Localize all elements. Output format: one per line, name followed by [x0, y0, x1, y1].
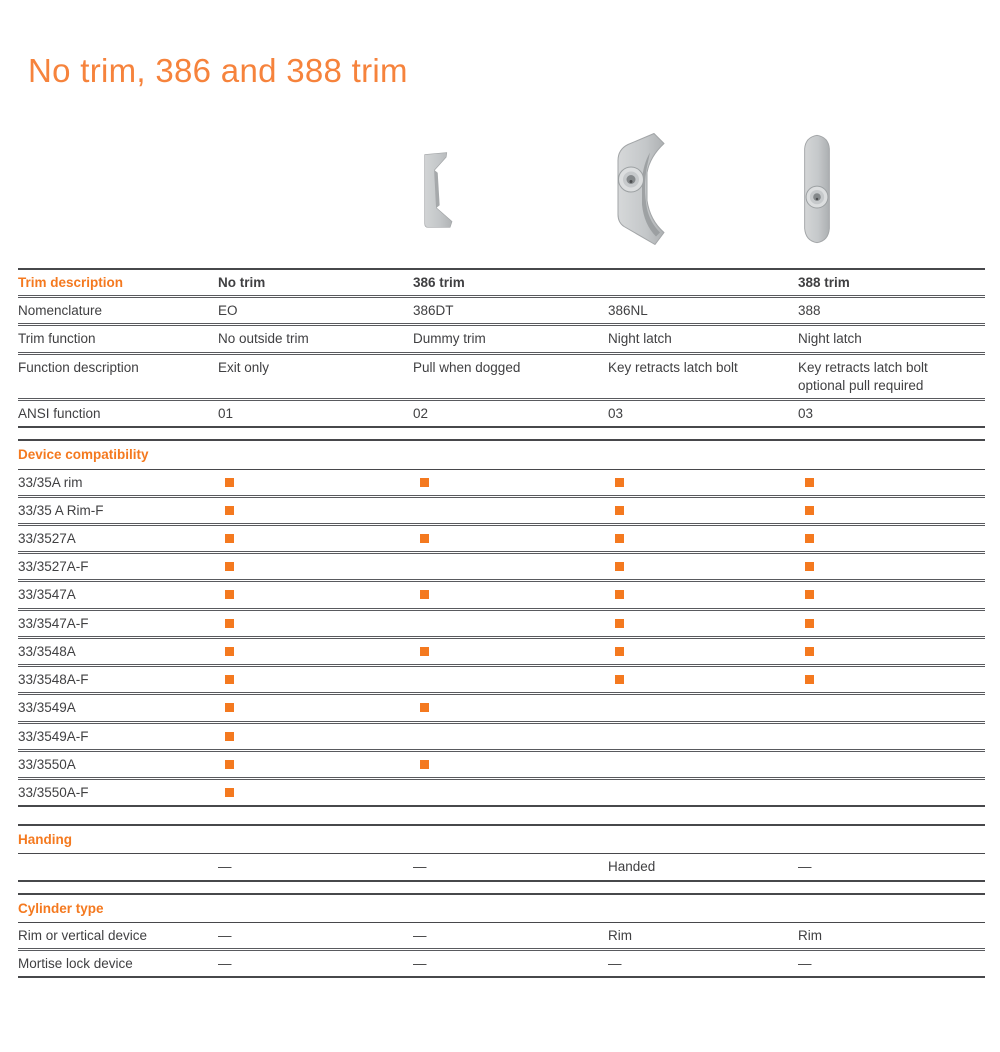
compat-mark-square: [615, 675, 624, 684]
row-label: Mortise lock device: [18, 956, 133, 972]
table-row: [18, 923, 985, 951]
compat-mark-square: [225, 619, 234, 628]
compat-cell: [798, 558, 985, 576]
compat-mark-square: [225, 788, 234, 797]
compat-cell: [608, 643, 798, 661]
compat-cell: [218, 643, 413, 661]
cell-value: Night latch: [608, 331, 672, 347]
row-label: 33/3550A-F: [18, 784, 89, 800]
row-label: Trim description: [18, 275, 124, 290]
table-row: [18, 695, 985, 723]
cell-value: —: [413, 927, 427, 943]
table-row: [18, 498, 985, 526]
section-title: Cylinder type: [18, 900, 104, 916]
column-header: No trim: [218, 275, 266, 290]
row-label: Rim or vertical device: [18, 927, 148, 943]
row-label: 33/3527A-F: [18, 559, 89, 575]
compat-cell: [218, 586, 413, 604]
table-row: [18, 470, 985, 498]
compat-cell: [218, 784, 413, 802]
compat-cell: [218, 728, 413, 746]
compat-cell: [413, 474, 608, 492]
cell-value: Key retracts latch bolt optional pull required: [798, 359, 928, 393]
cell-value: 386DT: [413, 303, 454, 319]
compat-cell: [608, 671, 798, 689]
column-header: 386 trim: [413, 275, 465, 290]
compat-mark-square: [420, 534, 429, 543]
compat-mark-square: [805, 590, 814, 599]
row-label: ANSI function: [18, 406, 101, 422]
cell-value: Rim: [798, 927, 822, 943]
cell-value: 02: [413, 406, 429, 422]
row-label: 33/3527A: [18, 530, 76, 546]
table-row: [18, 854, 985, 881]
compat-cell: [218, 671, 413, 689]
row-label: 33/3547A: [18, 587, 76, 603]
compat-cell: [608, 586, 798, 604]
compat-cell: [798, 671, 985, 689]
row-label: Nomenclature: [18, 303, 103, 319]
cell-value: 01: [218, 406, 234, 422]
cell-value: —: [413, 859, 427, 875]
product-image-cell-386nl: [608, 132, 798, 251]
row-label: 33/3548A-F: [18, 672, 89, 688]
table-row: [18, 526, 985, 554]
compat-cell: [218, 615, 413, 633]
device-compatibility-table: [18, 439, 985, 807]
table-row: [18, 639, 985, 667]
trim-spec-table: [18, 268, 985, 428]
compat-mark-square: [615, 534, 624, 543]
compat-mark-square: [805, 506, 814, 515]
column-header: 388 trim: [798, 275, 850, 290]
trim-388-image: [798, 132, 836, 246]
compat-mark-square: [225, 760, 234, 769]
cell-value: Key retracts latch bolt: [608, 359, 738, 375]
compat-mark-square: [615, 619, 624, 628]
cell-value: —: [218, 956, 232, 972]
compat-mark-square: [225, 647, 234, 656]
compat-mark-square: [225, 478, 234, 487]
section-header-row: [18, 895, 985, 923]
compat-cell: [798, 586, 985, 604]
compat-cell: [798, 643, 985, 661]
compat-cell: [218, 558, 413, 576]
cell-value: 386NL: [608, 303, 648, 319]
cell-value: —: [218, 927, 232, 943]
section-title: Device compatibility: [18, 447, 149, 463]
table-row: [18, 355, 985, 401]
compat-cell: [218, 756, 413, 774]
cell-value: Dummy trim: [413, 331, 486, 347]
table-row: [18, 298, 985, 326]
row-label: 33/35 A Rim-F: [18, 502, 104, 518]
compat-mark-square: [615, 506, 624, 515]
cell-value: 03: [608, 406, 624, 422]
cell-value: Exit only: [218, 359, 270, 375]
compat-mark-square: [615, 590, 624, 599]
compat-mark-square: [805, 619, 814, 628]
cell-value: 03: [798, 406, 814, 422]
compat-mark-square: [225, 590, 234, 599]
compat-mark-square: [420, 590, 429, 599]
compat-mark-square: [805, 562, 814, 571]
compat-cell: [608, 530, 798, 548]
product-image-cell-388: [798, 132, 985, 251]
cell-value: —: [798, 956, 812, 972]
trim-386dt-pull-image: [413, 132, 465, 246]
row-label: 33/35A rim: [18, 474, 83, 490]
table-row: [18, 951, 985, 978]
table-row: [18, 667, 985, 695]
compat-mark-square: [615, 647, 624, 656]
section-header-row: [18, 441, 985, 469]
row-label: 33/3549A: [18, 700, 76, 716]
cell-value: Pull when dogged: [413, 359, 521, 375]
table-row: [18, 752, 985, 780]
page-title: No trim, 386 and 388 trim: [28, 52, 408, 89]
compat-mark-square: [420, 478, 429, 487]
table-row: [18, 724, 985, 752]
cell-value: Night latch: [798, 331, 862, 347]
compat-cell: [218, 530, 413, 548]
compat-cell: [608, 558, 798, 576]
compat-cell: [798, 474, 985, 492]
compat-cell: [608, 615, 798, 633]
compat-mark-square: [225, 675, 234, 684]
row-label: 33/3550A: [18, 756, 76, 772]
compat-mark-square: [225, 562, 234, 571]
table-row: [18, 611, 985, 639]
column-header-row: [18, 270, 985, 298]
compat-cell: [218, 699, 413, 717]
table-row: [18, 780, 985, 807]
compat-cell: [413, 699, 608, 717]
row-label: Trim function: [18, 331, 96, 347]
cell-value: No outside trim: [218, 331, 309, 347]
compat-mark-square: [420, 760, 429, 769]
product-images-row: [18, 132, 985, 250]
cell-value: 388: [798, 303, 821, 319]
table-row: [18, 554, 985, 582]
cell-value: EO: [218, 303, 238, 319]
table-row: [18, 326, 985, 354]
row-label: 33/3547A-F: [18, 615, 89, 631]
trim-386nl-pull-image: [608, 132, 670, 246]
cell-value: —: [218, 859, 232, 875]
cell-value: Handed: [608, 859, 656, 875]
cell-value: —: [798, 859, 812, 875]
cell-value: —: [413, 956, 427, 972]
product-image-cell-386dt: [413, 132, 608, 251]
compat-cell: [413, 643, 608, 661]
compat-cell: [608, 502, 798, 520]
table-row: [18, 582, 985, 610]
compat-cell: [798, 530, 985, 548]
section-title: Handing: [18, 832, 72, 848]
compat-mark-square: [805, 478, 814, 487]
compat-mark-square: [225, 703, 234, 712]
compat-mark-square: [225, 506, 234, 515]
catalog-page: [0, 52, 1000, 978]
section-header-row: [18, 826, 985, 854]
compat-cell: [798, 615, 985, 633]
compat-mark-square: [805, 647, 814, 656]
compat-mark-square: [225, 534, 234, 543]
compat-mark-square: [805, 534, 814, 543]
compat-cell: [413, 530, 608, 548]
cell-value: Rim: [608, 927, 632, 943]
row-label: Function description: [18, 359, 139, 375]
compat-mark-square: [420, 703, 429, 712]
row-label: 33/3549A-F: [18, 728, 89, 744]
compat-cell: [218, 502, 413, 520]
compat-mark-square: [420, 647, 429, 656]
compat-cell: [413, 586, 608, 604]
table-row: [18, 401, 985, 428]
compat-cell: [218, 474, 413, 492]
compat-cell: [413, 756, 608, 774]
compat-mark-square: [805, 675, 814, 684]
cylinder-type-table: [18, 893, 985, 979]
row-label: 33/3548A: [18, 643, 76, 659]
compat-mark-square: [615, 562, 624, 571]
compat-cell: [798, 502, 985, 520]
cell-value: —: [608, 956, 622, 972]
compat-mark-square: [615, 478, 624, 487]
handing-table: [18, 824, 985, 881]
compat-cell: [608, 474, 798, 492]
compat-mark-square: [225, 732, 234, 741]
